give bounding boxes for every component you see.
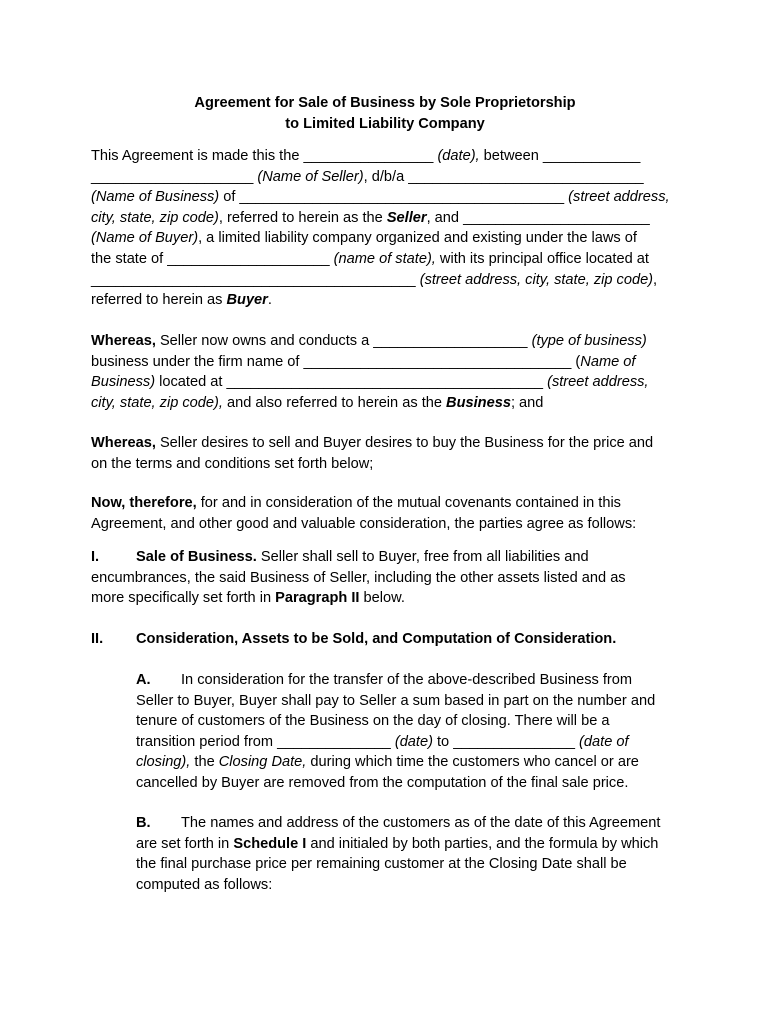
text: Seller [386, 209, 427, 226]
text: Buyer [226, 292, 268, 309]
text: Closing Date, [218, 754, 307, 771]
text: The names and address of the customers as of the date of this Agreement [181, 815, 661, 831]
text: city, state, zip code), [91, 394, 223, 411]
text: ; and [510, 394, 544, 411]
text: for and in consideration of the mutual covenants contained in this [196, 495, 621, 511]
text: (Name of Seller) [257, 168, 364, 185]
intro-paragraph [91, 146, 683, 311]
text: (Name of Buyer) [91, 230, 199, 247]
text: are set forth in [136, 835, 234, 852]
text: the state of ____________________ [91, 250, 334, 267]
text: (date) [394, 733, 433, 750]
section-1-paragraph [91, 547, 683, 609]
text: tenure of customers of the Business on the day of closing. There will be a [136, 713, 610, 730]
text: located at _______________________________________ [155, 374, 548, 391]
text: referred to herein as [91, 292, 227, 309]
text: of ________________________________________ [219, 189, 569, 206]
text: Schedule I [233, 835, 307, 852]
text: (street address, city, state, zip code) [419, 271, 654, 288]
text: , d/b/a _____________________________ [363, 168, 644, 185]
document-title-line-2: to Limited Liability Company [285, 116, 485, 132]
text: Seller now owns and conducts a ___________________ [155, 333, 532, 349]
text: cancelled by Buyer are removed from the computation of the final sale price. [136, 774, 629, 791]
text: (Name of Business) [91, 189, 220, 206]
text: on the terms and conditions set forth below; [91, 455, 374, 472]
text: business under the firm name of _________________________________ ( [91, 353, 581, 370]
text: Now, therefore, [91, 495, 197, 511]
text: city, state, zip code) [91, 209, 219, 226]
paragraph-b [136, 813, 682, 895]
text: Agreement, and other good and valuable consideration, the parties agree as follows: [91, 515, 637, 532]
paragraph-a-label: A. [136, 672, 151, 688]
text: closing), [136, 754, 191, 771]
whereas-paragraph-1 [91, 331, 683, 413]
text: , [653, 271, 658, 288]
text: (date of [579, 733, 629, 750]
text: below. [359, 590, 405, 607]
text: transition period from ______________ [136, 733, 395, 750]
text: the [190, 754, 219, 771]
paragraph-a [136, 670, 682, 794]
text: Name of [580, 353, 636, 370]
text: between ____________ [479, 148, 641, 164]
text: the final purchase price per remaining customer at the Closing Date shall be [136, 856, 627, 873]
text: Whereas, [91, 333, 156, 349]
text: (date), [437, 148, 480, 164]
text: more specifically set forth in [91, 590, 276, 607]
text: Paragraph II [275, 590, 360, 607]
text: Seller shall sell to Buyer, free from all liabilities and [256, 549, 589, 565]
text: In consideration for the transfer of the above-described Business from [181, 672, 633, 688]
text: Business [446, 394, 511, 411]
text: during which time the customers who cancel or are [306, 754, 639, 771]
section-2-number: II. [91, 631, 104, 647]
text: computed as follows: [136, 876, 273, 893]
text: This Agreement is made this the ________________ [91, 148, 438, 164]
text: ________________________________________ [91, 271, 420, 288]
text: (street address, [547, 374, 649, 391]
text: to _______________ [432, 733, 580, 750]
text: , a limited liability company organized and existing under the laws of [198, 230, 637, 247]
text: Seller to Buyer, Buyer shall pay to Seller a sum based in part on the number and [136, 692, 656, 709]
paragraph-b-label: B. [136, 815, 151, 831]
text: with its principal office located at [435, 250, 649, 267]
text: Business) [91, 374, 156, 391]
section-1-number: I. [91, 549, 100, 565]
text: (type of business) [531, 333, 647, 349]
text: (name of state), [333, 250, 436, 267]
text: encumbrances, the said Business of Seller, including the other assets listed and as [91, 569, 626, 586]
text: and also referred to herein as the [222, 394, 447, 411]
text: , referred to herein as the [218, 209, 387, 226]
section-2-heading: Consideration, Assets to be Sold, and Computation of Consideration. [136, 631, 617, 647]
document-title-line-1: Agreement for Sale of Business by Sole Proprietorship [194, 95, 576, 111]
text: . [267, 292, 272, 309]
whereas-paragraph-2 [91, 433, 683, 474]
text: and initialed by both parties, and the formula by which [306, 835, 659, 852]
text: ____________________ [91, 168, 258, 185]
text: (street address, [568, 189, 670, 206]
text: , and _______________________ [426, 209, 650, 226]
text: Seller desires to sell and Buyer desires to buy the Business for the price and [155, 435, 654, 451]
text: Whereas, [91, 435, 156, 451]
now-therefore-paragraph [91, 493, 683, 534]
text: Sale of Business. [136, 549, 257, 565]
